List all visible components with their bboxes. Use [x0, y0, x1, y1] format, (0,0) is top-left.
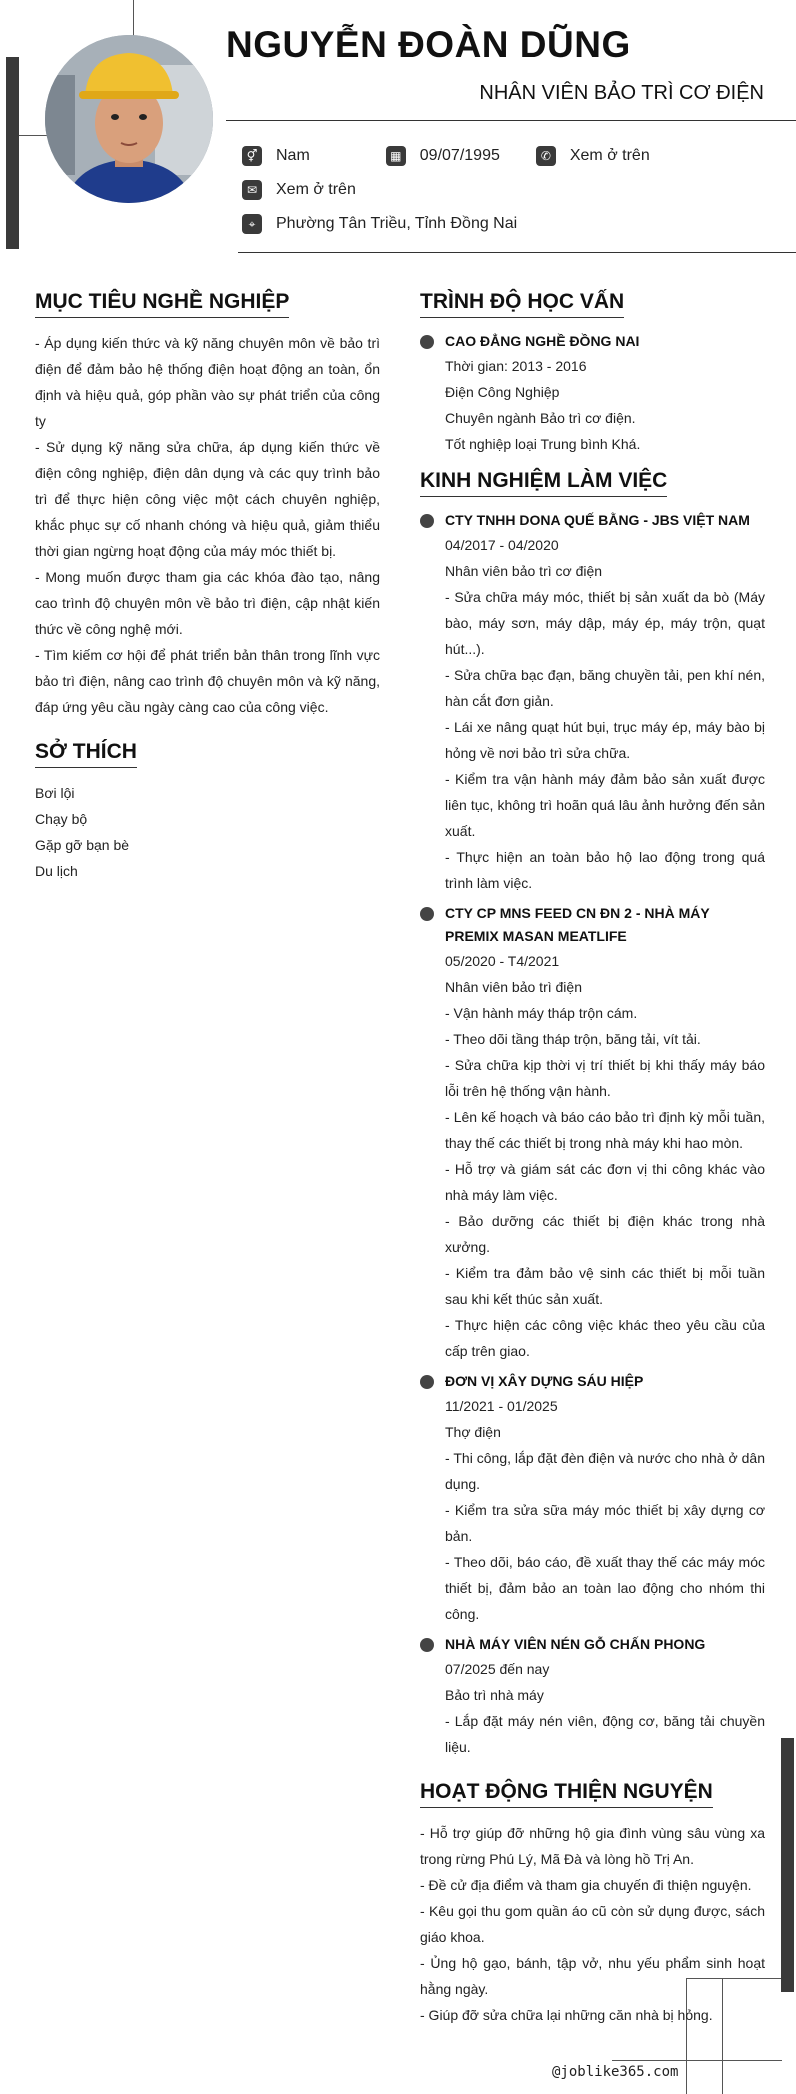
timeline-dot [420, 907, 434, 921]
header-divider [226, 120, 796, 121]
charity-text: - Hỗ trợ giúp đỡ những hộ gia đình vùng sâu vùng xa trong rừng Phú Lý, Mã Đà và lòng hồ Trị An. - Đề cử địa điểm và tham gia chuyến đi thiện nguyện. - Kêu gọi thu gom quần áo cũ còn sử dụng được, sách giáo khoa. - Ủng hộ gạo, bánh, tập vở, nhu yếu phẩm sinh hoạt hằng ngày. - Giúp đỡ sửa chữa lại những căn nhà bị hỏng. [420, 1825, 765, 2023]
calendar-icon: ▦ [386, 146, 406, 166]
timeline-dot [420, 1375, 434, 1389]
right-accent-bar [781, 1738, 794, 1992]
job-desc: - Vận hành máy tháp trộn cám. - Theo dõi tầng tháp trộn, băng tải, vít tải. - Sửa chữa kịp thời vị trí thiết bị khi thấy máy báo lỗi trên hệ thống vận hành. - Lên kế hoạch và báo cáo bảo trì định kỳ mỗi tuần, thay thế các thiết bị trong nhà máy khi hao mòn. - Hỗ trợ và giám sát các đơn vị thi công khác vào nhà máy làm việc. - Bảo dưỡng các thiết bị điện khác trong nhà xưởng. - Kiểm tra đảm bảo vệ sinh các thiết bị mỗi tuần sau khi kết thúc sản xuất. - Thực hiện các công việc khác theo yêu cầu của cấp trên giao. [445, 1005, 765, 1359]
email-icon: ✉ [242, 180, 262, 200]
birthday-item [386, 146, 500, 166]
email-value[interactable]: Xem ở trên [276, 181, 356, 198]
job-time: 11/2021 - 01/2025 [445, 1398, 558, 1414]
charity-section [420, 1780, 765, 2028]
objective-section [35, 290, 380, 720]
timeline-dot [420, 1638, 434, 1652]
phone-icon: ✆ [536, 146, 556, 166]
watermark: @joblike365.com [552, 2064, 679, 2080]
info-divider [238, 252, 796, 253]
email-item [242, 180, 356, 200]
bottom-horizontal-line-2 [612, 2060, 782, 2061]
avatar-photo [45, 35, 213, 203]
education-desc: Chuyên ngành Bảo trì cơ điện. Tốt nghiệp loại Trung bình Khá. [445, 410, 641, 452]
job-desc: - Sửa chữa máy móc, thiết bị sản xuất da bò (Máy bào, máy sơn, máy dập, máy ép, máy trộn, quạt hút...). - Sửa chữa bạc đạn, băng chuyền tải, pen khí nén, hàn cắt đơn giản. - Lái xe nâng quạt hút bụi, trục máy ép, máy bào bị hỏng về nơi bảo trì sửa chữa. - Kiểm tra vận hành máy đảm bảo sản xuất được liên tục, không trì hoãn quá lâu ảnh hưởng đến sản xuất. - Thực hiện an toàn bảo hộ lao động trong quá trình làm việc. [445, 589, 765, 891]
right-column [420, 290, 765, 2028]
gender-icon: ⚥ [242, 146, 262, 166]
timeline-dot [420, 514, 434, 528]
hobbies-title: SỞ THÍCH [35, 740, 137, 768]
job-entry [420, 1633, 765, 1760]
address-value: Phường Tân Triều, Tỉnh Đồng Nai [276, 215, 518, 232]
phone-item [536, 146, 650, 166]
experience-title: KINH NGHIỆM LÀM VIỆC [420, 469, 667, 497]
job-entry [420, 902, 765, 1364]
birthday-value: 09/07/1995 [419, 147, 500, 164]
hobbies-section [35, 740, 380, 884]
charity-title: HOẠT ĐỘNG THIỆN NGUYỆN [420, 1780, 713, 1808]
job-company: NHÀ MÁY VIÊN NÉN GỖ CHẤN PHONG [445, 1636, 706, 1652]
education-title: TRÌNH ĐỘ HỌC VẤN [420, 290, 624, 318]
candidate-name: NGUYỄN ĐOÀN DŨNG [226, 24, 631, 65]
job-time: 05/2020 - T4/2021 [445, 953, 560, 969]
job-position: NHÂN VIÊN BẢO TRÌ CƠ ĐIỆN [479, 82, 764, 104]
info-row-3 [242, 214, 553, 234]
job-company: ĐƠN VỊ XÂY DỰNG SÁU HIỆP [445, 1373, 644, 1389]
job-role: Nhân viên bảo trì điện [445, 979, 582, 995]
job-role: Bảo trì nhà máy [445, 1687, 544, 1703]
school-name: CAO ĐẲNG NGHỀ ĐỒNG NAI [445, 333, 640, 349]
experience-section [420, 469, 765, 1760]
left-accent-bar [6, 57, 19, 249]
top-vertical-line [133, 0, 134, 36]
left-column [35, 290, 380, 884]
job-role: Thợ điện [445, 1424, 501, 1440]
job-time: 04/2017 - 04/2020 [445, 537, 559, 553]
job-entry [420, 509, 765, 896]
objective-title: MỤC TIÊU NGHỀ NGHIỆP [35, 290, 289, 318]
info-row-2 [242, 180, 392, 200]
avatar [45, 35, 213, 203]
left-horizontal-line [19, 135, 47, 136]
education-field: Điện Công Nghiệp [445, 384, 560, 400]
objective-text: - Áp dụng kiến thức và kỹ năng chuyên môn về bảo trì điện để đảm bảo hệ thống điện hoạt động an toàn, ổn định và hiệu quả, góp phần vào sự phát triển của công ty - Sử dụng kỹ năng sửa chữa, áp dụng kiến thức về điện công nghiệp, điện dân dụng và các quy trình bảo trì để thực hiện công việc một cách chuyên nghiệp, khắc phục sự cố nhanh chóng và hiệu quả, giảm thiểu thời gian ngừng hoạt động của máy móc thiết bị. - Mong muốn được tham gia các khóa đào tạo, nâng cao trình độ chuyên môn về bảo trì điện, cập nhật kiến thức về công nghệ mới. - Tìm kiếm cơ hội để phát triển bản thân trong lĩnh vực bảo trì điện, nâng cao trình độ chuyên môn và kỹ năng, đáp ứng yêu cầu ngày càng cao của công việc. [35, 335, 380, 715]
hobbies-text: Bơi lội Chạy bộ Gặp gỡ bạn bè Du lịch [35, 785, 130, 879]
job-role: Nhân viên bảo trì cơ điện [445, 563, 603, 579]
gender-item [242, 146, 310, 166]
job-entry [420, 1370, 765, 1627]
education-section [420, 290, 765, 457]
address-item [242, 214, 517, 234]
phone-value[interactable]: Xem ở trên [569, 147, 650, 164]
location-pin-icon: ⌖ [242, 214, 262, 234]
job-time: 07/2025 đến nay [445, 1661, 550, 1677]
job-company: CTY TNHH DONA QUẾ BẰNG - JBS VIỆT NAM [445, 512, 750, 528]
timeline-dot [420, 335, 434, 349]
education-time: Thời gian: 2013 - 2016 [445, 358, 587, 374]
job-desc: - Lắp đặt máy nén viên, động cơ, băng tải chuyền liệu. [445, 1713, 765, 1755]
gender-value: Nam [276, 147, 310, 164]
info-row-1 [242, 146, 686, 166]
job-company: CTY CP MNS FEED CN ĐN 2 - NHÀ MÁY PREMIX MASAN MEATLIFE [445, 905, 710, 944]
job-desc: - Thi công, lắp đặt đèn điện và nước cho nhà ở dân dụng. - Kiểm tra sửa sữa máy móc thiết bị xây dựng cơ bản. - Theo dõi, báo cáo, đề xuất thay thế các máy móc thiết bị, đảm bảo an toàn lao động cho nhóm thi công. [445, 1450, 765, 1622]
education-entry [420, 330, 765, 457]
